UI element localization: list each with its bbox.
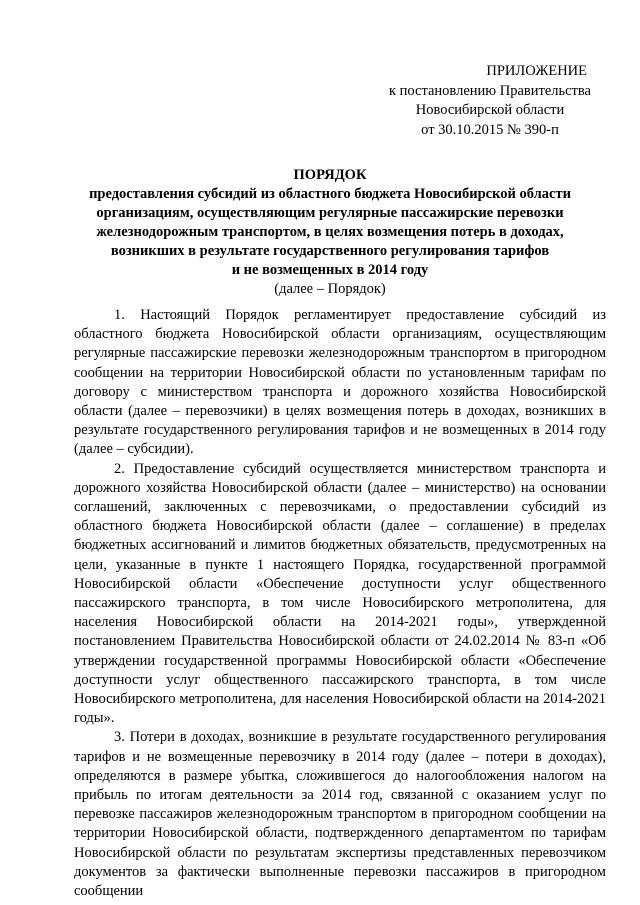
paragraph-2: 2. Предоставление субсидий осуществляется министерством транспорта и дорожного хозяйства Новосибирской области (далее – министерство) на основании соглашений, заключенных с перевозчиками, о предоставлении субсидий из областного бюджета Новосибирской области (далее – соглашение) в пределах бюджетных ассигнований и лимитов бюджетных обязательств, предусмотренных на цели, указанные в пункте 1 настоящего Порядка, государственной программой Новосибирской области «Обеспечение доступности услуг общественного пассажирского транспорта, в том числе Новосибирского метрополитена, для населения Новосибирской области на 2014-2021 годы», утвержденной постановлением Правительства Новосибирской области от 24.02.2014 № 83-п «Об утверждении государственной программы Новосибирской области «Обеспечение доступности услуг общественного пассажирского транспорта, в том числе Новосибирского метрополитена, для населения Новосибирской области на 2014-2021 годы». bbox=[74, 460, 606, 727]
appendix-line-region: Новосибирской области bbox=[415, 102, 565, 118]
document-subtitle-line: железнодорожным транспортом, в целях возмещения потерь в доходах, bbox=[96, 224, 564, 240]
appendix-line-date: от 30.10.2015 № 390-п bbox=[421, 121, 559, 138]
appendix-line-decree: к постановлению Правительства bbox=[389, 82, 591, 99]
document-subtitle-line: и не возмещенных в 2014 году bbox=[231, 262, 429, 278]
document-subtitle-line: предоставления субсидий из областного бюджета Новосибирской области bbox=[89, 186, 571, 202]
paragraph-1: 1. Настоящий Порядок регламентирует предоставление субсидий из областного бюджета Новосибирской области организациям, осуществляющим регулярные пассажирские перевозки железнодорожным транспортом в пригородном сообщении на территории Новосибирской области по установленным тарифам по договору с министерством транспорта и дорожного хозяйства Новосибирской области (далее – перевозчики) в целях возмещения потерь в доходах, возникших в результате государственного регулирования тарифов и не возмещенных в 2014 году (далее – субсидии). bbox=[74, 307, 606, 458]
document-title-block bbox=[60, 166, 600, 299]
document-subtitle-line: возникших в результате государственного регулирования тарифов bbox=[110, 243, 550, 259]
paragraph-3: 3. Потери в доходах, возникшие в результате государственного регулирования тарифов и не возмещенные перевозчику в 2014 году (далее – потери в доходах), определяются в размере убытка, сложившегося до налогообложения налогом на прибыль по итогам деятельности за 2014 год, связанной с оказанием услуг по перевозке пассажиров железнодорожным транспортом в пригородном сообщении на территории Новосибирской области, подтвержденного департаментом по тарифам Новосибирской области по результатам экспертизы представленных перевозчиком документов за фактически выполненные перевозки пассажиров в пригородном сообщении bbox=[74, 729, 606, 900]
appendix-header bbox=[360, 62, 620, 140]
appendix-title: ПРИЛОЖЕНИЕ bbox=[486, 63, 587, 79]
document-subtitle-line: организациям, осуществляющим регулярные пассажирские перевозки bbox=[96, 205, 564, 221]
document-title-note: (далее – Порядок) bbox=[274, 281, 386, 297]
document-body bbox=[74, 306, 606, 901]
document-title: ПОРЯДОК bbox=[293, 167, 367, 183]
